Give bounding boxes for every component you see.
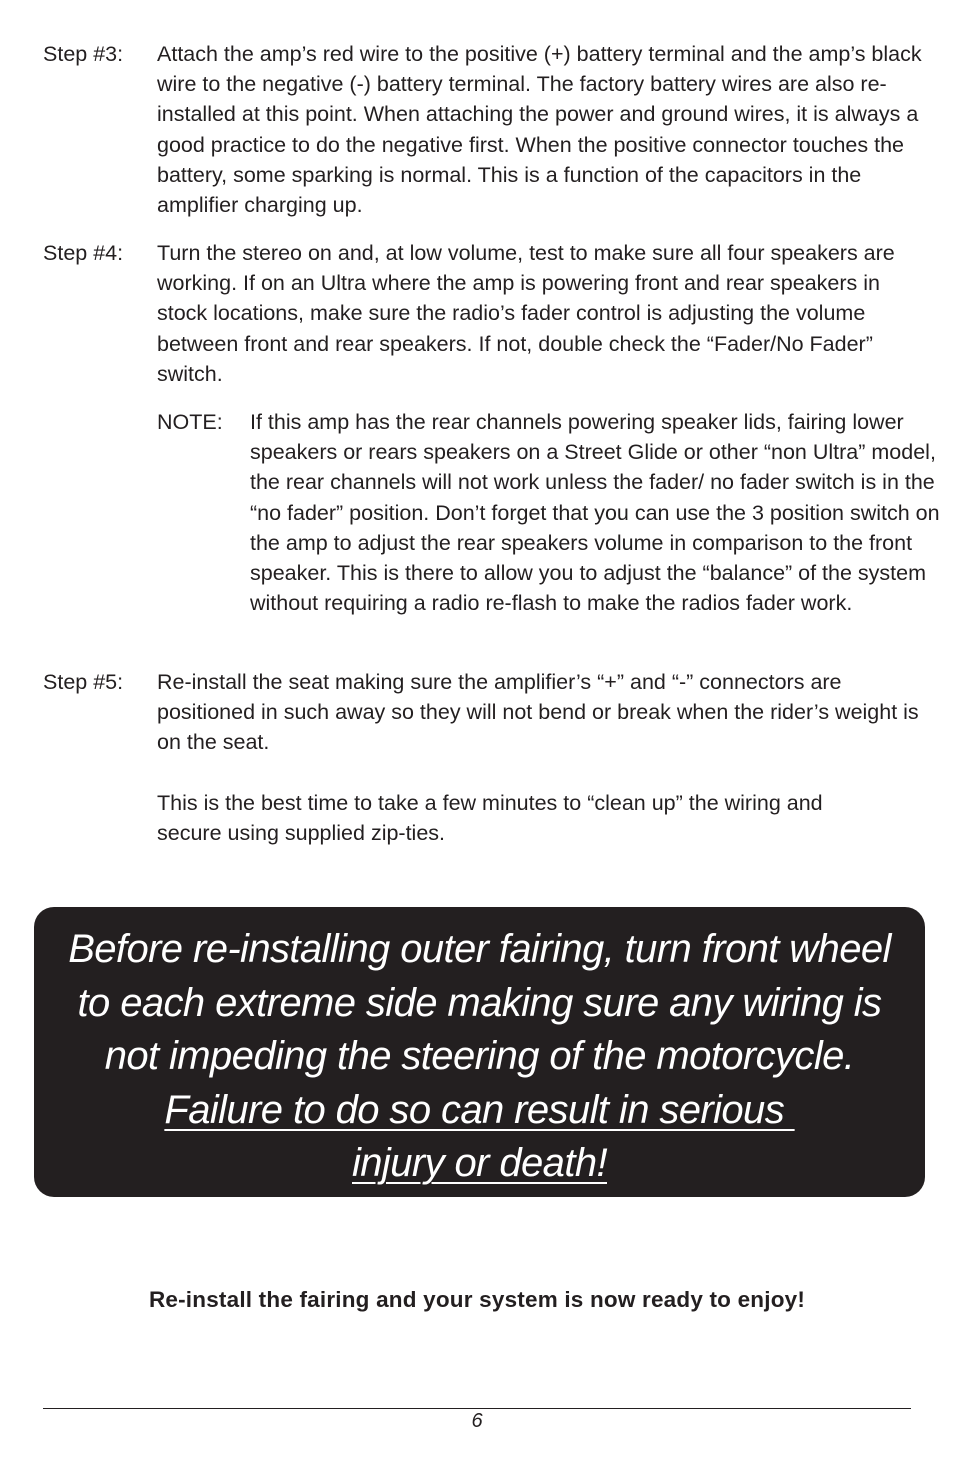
closing-statement: Re-install the fairing and your system is now ready to enjoy! [148, 1287, 806, 1312]
page-number: 6 [471, 1410, 483, 1432]
step-label: Step #4: [43, 241, 124, 265]
step-paragraph: This is the best time to take a few minutes to “clean up” the wiring and secure using supplied zip-ties. [157, 790, 823, 845]
step-body [157, 667, 929, 848]
step-body [157, 238, 940, 618]
step-paragraph: Turn the stereo on and, at low volume, test to make sure all four speakers are working. If on an Ultra where the amp is powering front and rear speakers in stock locations, make sure the radio’s fader control is adjusting the volume between front and rear speakers. If not, double check the “Fader/No Fader” switch. [157, 241, 895, 386]
step-5 [43, 667, 923, 848]
warning-line-underlined [34, 1137, 925, 1191]
warning-underlined-text: injury or death! [352, 1141, 607, 1185]
warning-line: Before re-installing outer fairing, turn front wheel [68, 927, 891, 971]
note-label: NOTE: [157, 410, 223, 435]
step-body [157, 39, 929, 220]
note-text: If this amp has the rear channels powering speaker lids, fairing lower speakers or rears speakers on a Street Glide or other “non Ultra” model, the rear channels will not work unless the fader/ no fader switch is in the “no fader” position. Don’t forget that you can use the 3 position switch on the amp to adjust the rear speakers volume in comparison to the front speaker. This is there to allow you to adjust the “balance” of the system without requiring a radio re-flash to make the radios fader work. [250, 410, 940, 616]
note [157, 407, 940, 618]
step-3 [43, 39, 923, 220]
warning-line-underlined [34, 1084, 925, 1138]
warning-underlined-text: Failure to do so can result in serious [164, 1087, 795, 1132]
step-4 [43, 238, 940, 618]
step-label: Step #3: [43, 42, 124, 66]
footer-rule [43, 1408, 911, 1409]
warning-line: to each extreme side making sure any wiring is [77, 980, 882, 1025]
warning-line: not impeding the steering of the motorcycle. [104, 1034, 855, 1078]
warning-box [34, 907, 925, 1197]
step-paragraph: Re-install the seat making sure the amplifier’s “+” and “-” connectors are positioned in such away so they will not bend or break when the rider’s weight is on the seat. [157, 670, 919, 755]
step-label: Step #5: [43, 670, 124, 694]
step-paragraph: Attach the amp’s red wire to the positive (+) battery terminal and the amp’s black wire to the negative (-) battery terminal. The factory battery wires are also re-installed at this point. When attaching the power and ground wires, it is always a good practice to do the negative first. When the positive connector touches the battery, some sparking is normal. This is a function of the capacitors in the amplifier charging up. [157, 42, 922, 218]
